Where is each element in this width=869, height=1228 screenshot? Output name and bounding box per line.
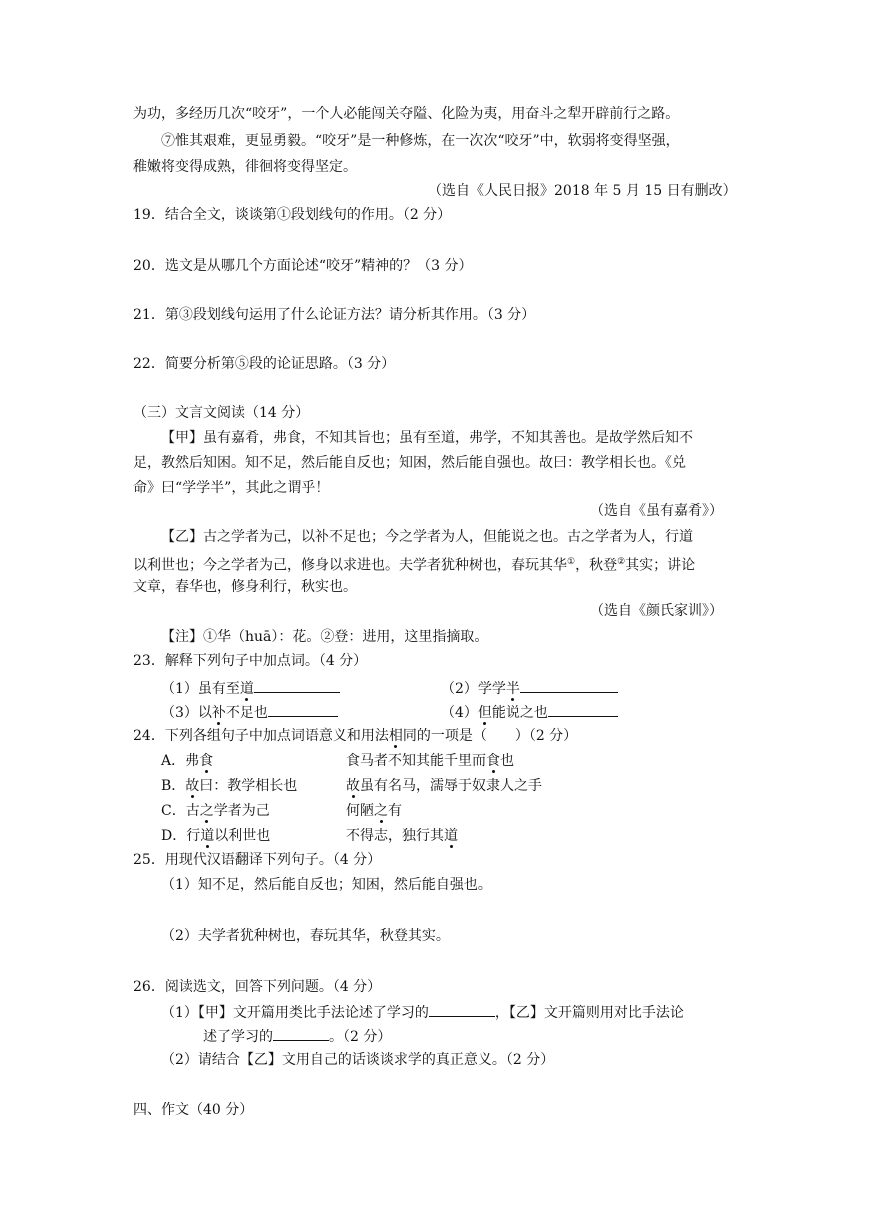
- question-26: 26．阅读选文，回答下列问题。（4 分）: [133, 979, 382, 995]
- answer-blank[interactable]: [254, 676, 340, 693]
- text-jia: 【甲】虽有嘉肴，弗食，不知其旨也；虽有至道，弗学，不知其善也。是故学然后知不: [161, 430, 693, 446]
- question-20: 20．选文是从哪几个方面论述“咬牙”精神的？（3 分）: [133, 258, 473, 274]
- q23-item-1: （1）虽有至道: [161, 676, 340, 700]
- q24-option-d-compare: 不得志，独行其道: [346, 828, 458, 844]
- q24-option-b: B．故曰：教学相长也: [161, 778, 298, 794]
- q24-option-a-compare: 食马者不知其能千里而食也: [346, 753, 514, 769]
- answer-blank[interactable]: [520, 676, 618, 693]
- question-23: 23．解释下列句子中加点词。（4 分）: [133, 653, 368, 669]
- q23-item-4: （4）但能说之也: [441, 700, 618, 724]
- q23-item-2: （2）学学半: [441, 676, 618, 700]
- answer-blank[interactable]: [273, 1024, 329, 1041]
- jia-source: （选自《虽有嘉肴》）: [590, 503, 723, 519]
- footnote-mark: ②: [617, 557, 626, 567]
- answer-blank[interactable]: [268, 700, 338, 717]
- answer-blank[interactable]: [429, 1000, 495, 1017]
- q25-sentence-1: （1）知不足，然后能自反也；知困，然后能自强也。: [161, 877, 492, 893]
- text-yi: 文章，春华也，修身利行，秋实也。: [133, 579, 357, 595]
- passage-line: ⑦惟其艰难，更显勇毅。“咬牙”是一种修炼，在一次次“咬牙”中，软弱将变得坚强，: [161, 133, 680, 149]
- q23-item-3: （3）以补不足也: [161, 700, 338, 724]
- q26-part-1: （1）【甲】文开篇用类比手法论述了学习的 ，【乙】文开篇则用对比手法论: [161, 1000, 684, 1024]
- passage-line: 为功，多经历几次“咬牙”，一个人必能闯关夺隘、化险为夷，用奋斗之犁开辟前行之路。: [133, 106, 680, 122]
- question-19: 19．结合全文，谈谈第①段划线句的作用。（2 分）: [133, 207, 452, 223]
- question-24: 24．下列各组句子中加点词语意义和用法相同的一项是（ ）（2 分）: [133, 728, 578, 744]
- question-21: 21．第③段划线句运用了什么论证方法？请分析其作用。（3 分）: [133, 307, 536, 323]
- section-heading: 四、作文（40 分）: [133, 1102, 254, 1118]
- q24-option-d: D．行道以利世也: [161, 828, 271, 844]
- text-jia: 命》曰“学学半”，其此之谓乎！: [133, 480, 330, 496]
- annotation-note: 【注】①华（huā）：花。②登：进用，这里指摘取。: [161, 629, 489, 645]
- q25-sentence-2: （2）夫学者犹种树也，春玩其华，秋登其实。: [161, 928, 450, 944]
- q26-part-1-cont: 述了学习的 。（2 分）: [203, 1024, 391, 1048]
- q26-part-2: （2）请结合【乙】文用自己的话谈谈求学的真正意义。（2 分）: [161, 1052, 555, 1068]
- q24-option-c: C．古之学者为己: [161, 803, 270, 819]
- passage-line: 稚嫩将变得成熟，徘徊将变得坚定。: [133, 159, 357, 175]
- section-heading: （三）文言文阅读（14 分）: [133, 405, 310, 421]
- passage-source: （选自《人民日报》2018 年 5 月 15 日有删改）: [428, 183, 737, 199]
- yi-source: （选自《颜氏家训》）: [590, 603, 723, 619]
- answer-blank[interactable]: [548, 700, 618, 717]
- q24-option-c-compare: 何陋之有: [346, 803, 402, 819]
- q24-option-b-compare: 故虽有名马，濡辱于奴隶人之手: [346, 778, 542, 794]
- text-yi: 【乙】古之学者为己，以补不足也；今之学者为人，但能说之也。古之学者为人，行道: [161, 529, 693, 545]
- footnote-mark: ①: [567, 557, 576, 567]
- question-22: 22．简要分析第⑤段的论证思路。（3 分）: [133, 356, 396, 372]
- text-yi: 以利世也；今之学者为己，修身以求进也。夫学者犹种树也，春玩其华①，秋登②其实；讲论: [133, 557, 696, 574]
- q24-option-a: A．弗食: [161, 753, 214, 769]
- text-jia: 足，教然后知困。知不足，然后能自反也；知困，然后能自强也。故曰：教学相长也。《兑: [133, 455, 686, 471]
- question-25: 25．用现代汉语翻译下列句子。（4 分）: [133, 852, 382, 868]
